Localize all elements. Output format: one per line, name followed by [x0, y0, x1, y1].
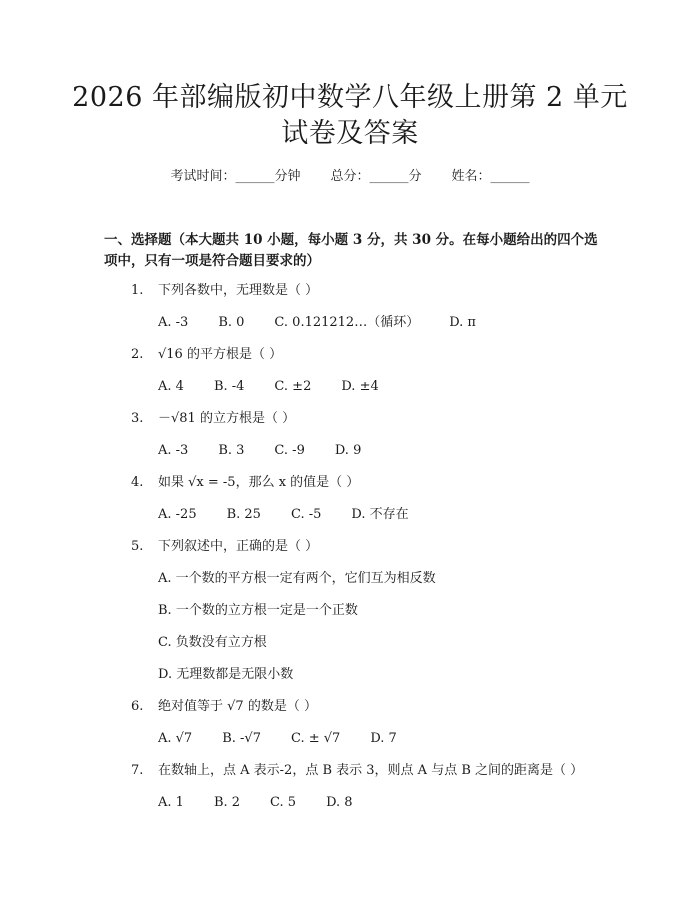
question-text: 在数轴上，点 A 表示-2，点 B 表示 3，则点 A 与点 B 之间的距离是（ ）	[158, 763, 584, 778]
question-1-options	[158, 314, 506, 332]
option-c: C. 负数没有立方根	[158, 635, 267, 650]
option-b: B. 3	[218, 443, 245, 458]
option-c: C. 0.121212…（循环）	[274, 315, 420, 330]
option-d: D. 不存在	[351, 507, 409, 522]
option-b: B. 0	[218, 315, 245, 330]
option-b: B. 一个数的立方根一定是一个正数	[158, 603, 358, 618]
option-a: A. -3	[158, 443, 189, 458]
option-d: D. 无理数都是无限小数	[158, 667, 294, 682]
exam-title-line-2: 试卷及答案	[281, 118, 419, 149]
question-number: 3.	[131, 411, 144, 426]
option-c: C. ±2	[274, 379, 312, 394]
question-3	[131, 410, 295, 428]
total-score-field: 总分：______分	[330, 169, 422, 184]
option-c: C. -9	[274, 443, 305, 458]
question-3-options	[158, 442, 391, 460]
option-d: D. 8	[326, 795, 353, 810]
option-b: B. 25	[226, 507, 261, 522]
option-d: D. ±4	[341, 379, 379, 394]
question-4-options	[158, 506, 439, 524]
question-number: 5.	[131, 539, 144, 554]
question-text: 绝对值等于 √7 的数是（ ）	[158, 699, 317, 714]
question-1	[131, 282, 318, 300]
question-2-options	[158, 378, 409, 396]
option-c: C. ± √7	[290, 731, 341, 746]
exam-meta	[0, 168, 700, 186]
question-number: 2.	[131, 347, 144, 362]
option-b: B. -4	[213, 379, 245, 394]
question-number: 1.	[131, 283, 144, 298]
section-heading: 一、选择题（本大题共 10 小题，每小题 3 分，共 30 分。在每小题给出的四个选项中，只有一项是符合题目要求的）	[104, 232, 598, 269]
question-text: 下列各数中，无理数是（ ）	[158, 283, 319, 298]
question-text: 下列叙述中，正确的是（ ）	[158, 539, 319, 554]
question-6-options	[158, 730, 427, 748]
question-6	[131, 698, 317, 716]
question-text: －√81 的立方根是（ ）	[158, 411, 296, 426]
option-c: C. 5	[270, 795, 297, 810]
option-a: A. 4	[158, 379, 184, 394]
option-b: B. 2	[213, 795, 241, 810]
question-5	[131, 538, 318, 556]
question-number: 4.	[131, 475, 144, 490]
question-7-options	[158, 794, 383, 812]
option-b: B. -√7	[222, 731, 261, 746]
question-text: √16 的平方根是（ ）	[158, 347, 283, 362]
option-d: D. 7	[370, 731, 397, 746]
option-a: A. √7	[158, 731, 193, 746]
option-d: D. π	[449, 315, 476, 330]
option-c: C. -5	[290, 507, 322, 522]
option-a: A. 一个数的平方根一定有两个，它们互为相反数	[158, 571, 436, 586]
question-2	[131, 346, 282, 364]
exam-title-line-1: 2026 年部编版初中数学八年级上册第 2 单元	[72, 82, 628, 113]
question-text: 如果 √x = -5，那么 x 的值是（ ）	[158, 475, 360, 490]
exam-time-field: 考试时间：______分钟	[170, 169, 301, 184]
question-number: 7.	[131, 763, 144, 778]
option-a: A. -3	[158, 315, 189, 330]
option-a: A. 1	[158, 795, 184, 810]
option-a: A. -25	[158, 507, 197, 522]
question-7	[131, 762, 583, 780]
option-d: D. 9	[334, 443, 362, 458]
question-number: 6.	[131, 699, 144, 714]
question-4	[131, 474, 359, 492]
student-name-field: 姓名：______	[451, 169, 530, 184]
